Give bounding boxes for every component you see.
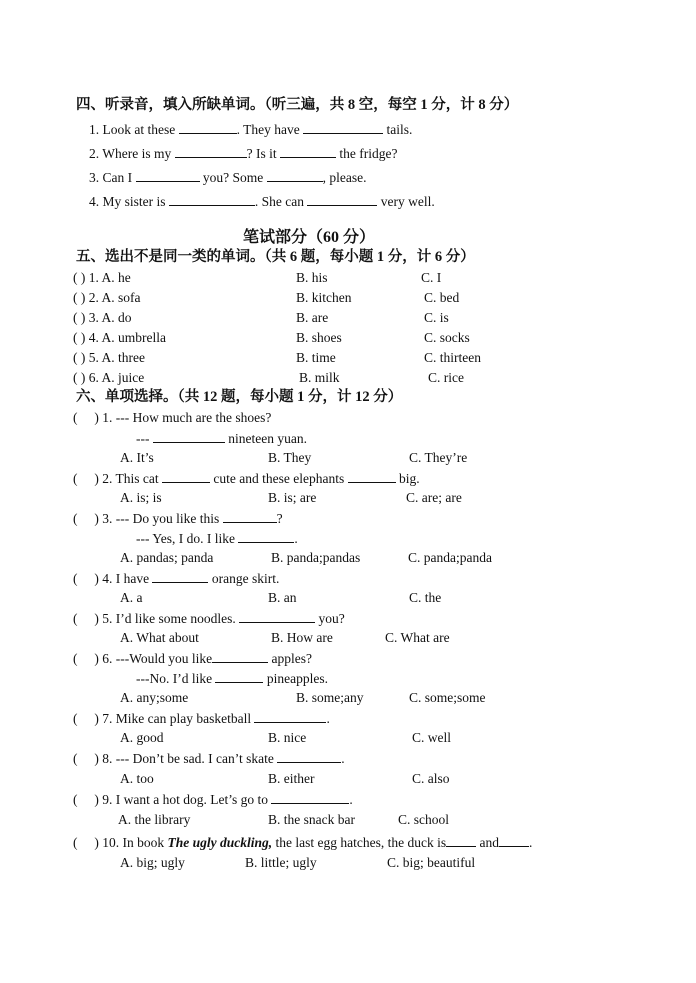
s5-item-6-b: B. milk — [299, 370, 340, 385]
s5-item-4: ( ) 4. A. umbrella — [73, 330, 166, 345]
answer-blank[interactable] — [238, 529, 294, 543]
s5-item-3-b: B. are — [296, 310, 329, 325]
answer-blank[interactable] — [446, 833, 476, 847]
answer-blank[interactable] — [175, 144, 247, 158]
s5-item-4-c: C. socks — [424, 330, 470, 345]
s5-item-5-b: B. time — [296, 350, 336, 365]
s6-q3-a: A. pandas; panda — [120, 550, 214, 565]
s6-q1-stem: ( ) 1. --- How much are the shoes? — [73, 410, 272, 425]
answer-blank[interactable] — [254, 709, 326, 723]
answer-blank[interactable] — [277, 749, 341, 763]
s5-item-2-c: C. bed — [424, 290, 460, 305]
s5-item-5: ( ) 5. A. three — [73, 350, 145, 365]
s6-q2-a: A. is; is — [120, 490, 162, 505]
s6-q10-c: C. big; beautiful — [387, 855, 476, 870]
answer-blank[interactable] — [136, 168, 200, 182]
answer-blank[interactable] — [223, 509, 277, 523]
answer-blank[interactable] — [280, 144, 336, 158]
answer-blank[interactable] — [267, 168, 323, 182]
s5-item-1-c: C. I — [421, 270, 442, 285]
s5-item-1: ( ) 1. A. he — [73, 270, 131, 285]
s5-item-3: ( ) 3. A. do — [73, 310, 132, 325]
s5-item-6-c: C. rice — [428, 370, 464, 385]
answer-blank[interactable] — [169, 192, 255, 206]
s6-q7-c: C. well — [412, 730, 451, 745]
s6-q4-c: C. the — [409, 590, 442, 605]
answer-blank[interactable] — [152, 569, 208, 583]
s4-q3: 3. Can I you? Some , please. — [89, 170, 367, 185]
s6-q8-b: B. either — [268, 771, 315, 786]
answer-blank[interactable] — [215, 669, 263, 683]
s6-q2-b: B. is; are — [268, 490, 317, 505]
s4-q1: 1. Look at these . They have tails. — [89, 122, 413, 137]
s5-item-1-b: B. his — [296, 270, 328, 285]
s6-q7-b: B. nice — [268, 730, 307, 745]
s6-q5-a: A. What about — [120, 630, 199, 645]
section6-heading: 六、单项选择。（共 12 题，每小题 1 分，计 12 分） — [76, 389, 403, 405]
s6-q9-a: A. the library — [118, 812, 191, 827]
s6-q7-a: A. good — [120, 730, 164, 745]
s6-q4-b: B. an — [268, 590, 297, 605]
answer-blank[interactable] — [307, 192, 377, 206]
s5-item-2: ( ) 2. A. sofa — [73, 290, 141, 305]
s6-q1-b: B. They — [268, 450, 312, 465]
s6-q3-line2: --- Yes, I do. I like . — [136, 531, 298, 546]
s6-q1-line2: --- nineteen yuan. — [136, 431, 307, 446]
s5-item-4-b: B. shoes — [296, 330, 342, 345]
s6-q6-stem: ( ) 6. ---Would you like apples? — [73, 651, 312, 666]
s6-q6-a: A. any;some — [120, 690, 189, 705]
s6-q2-stem: ( ) 2. This cat cute and these elephants big. — [73, 471, 420, 486]
s6-q1-a: A. It’s — [120, 450, 154, 465]
s6-q8-c: C. also — [412, 771, 450, 786]
section5-heading: 五、选出不是同一类的单词。（共 6 题，每小题 1 分，计 6 分） — [76, 249, 475, 265]
s6-q5-b: B. How are — [271, 630, 333, 645]
answer-blank[interactable] — [179, 120, 237, 134]
s5-item-5-c: C. thirteen — [424, 350, 481, 365]
answer-blank[interactable] — [239, 609, 315, 623]
s6-q2-c: C. are; are — [406, 490, 462, 505]
s6-q3-c: C. panda;panda — [408, 550, 492, 565]
s5-item-3-c: C. is — [424, 310, 449, 325]
s6-q10-b: B. little; ugly — [245, 855, 317, 870]
answer-blank[interactable] — [348, 469, 396, 483]
book-title: The ugly duckling, — [167, 835, 273, 850]
answer-blank[interactable] — [499, 833, 529, 847]
s6-q4-a: A. a — [120, 590, 143, 605]
s6-q8-stem: ( ) 8. --- Don’t be sad. I can’t skate . — [73, 751, 345, 766]
answer-blank[interactable] — [153, 429, 225, 443]
s6-q10-a: A. big; ugly — [120, 855, 185, 870]
s5-item-6: ( ) 6. A. juice — [73, 370, 145, 385]
section4-heading: 四、听录音，填入所缺单词。（听三遍，共 8 空，每空 1 分，计 8 分） — [76, 97, 519, 113]
s6-q6-b: B. some;any — [296, 690, 364, 705]
s6-q10-stem: ( ) 10. In book The ugly duckling, the last egg hatches, the duck is and . — [73, 835, 533, 850]
s6-q3-b: B. panda;pandas — [271, 550, 361, 565]
s6-q7-stem: ( ) 7. Mike can play basketball . — [73, 711, 330, 726]
s6-q9-b: B. the snack bar — [268, 812, 355, 827]
s6-q6-c: C. some;some — [409, 690, 486, 705]
s5-item-2-b: B. kitchen — [296, 290, 352, 305]
answer-blank[interactable] — [212, 649, 268, 663]
answer-blank[interactable] — [271, 790, 349, 804]
written-part-title: 笔试部分（60 分） — [243, 229, 376, 246]
s6-q8-a: A. too — [120, 771, 154, 786]
s6-q3-stem: ( ) 3. --- Do you like this ? — [73, 511, 283, 526]
s6-q4-stem: ( ) 4. I have orange skirt. — [73, 571, 280, 586]
s4-q2: 2. Where is my ? Is it the fridge? — [89, 146, 398, 161]
s6-q5-c: C. What are — [385, 630, 450, 645]
answer-blank[interactable] — [303, 120, 383, 134]
answer-blank[interactable] — [162, 469, 210, 483]
s4-q4: 4. My sister is . She can very well. — [89, 194, 435, 209]
s6-q9-c: C. school — [398, 812, 450, 827]
s6-q1-c: C. They’re — [409, 450, 468, 465]
s6-q5-stem: ( ) 5. I’d like some noodles. you? — [73, 611, 345, 626]
s6-q9-stem: ( ) 9. I want a hot dog. Let’s go to . — [73, 792, 353, 807]
s6-q6-line2: ---No. I’d like pineapples. — [136, 671, 328, 686]
